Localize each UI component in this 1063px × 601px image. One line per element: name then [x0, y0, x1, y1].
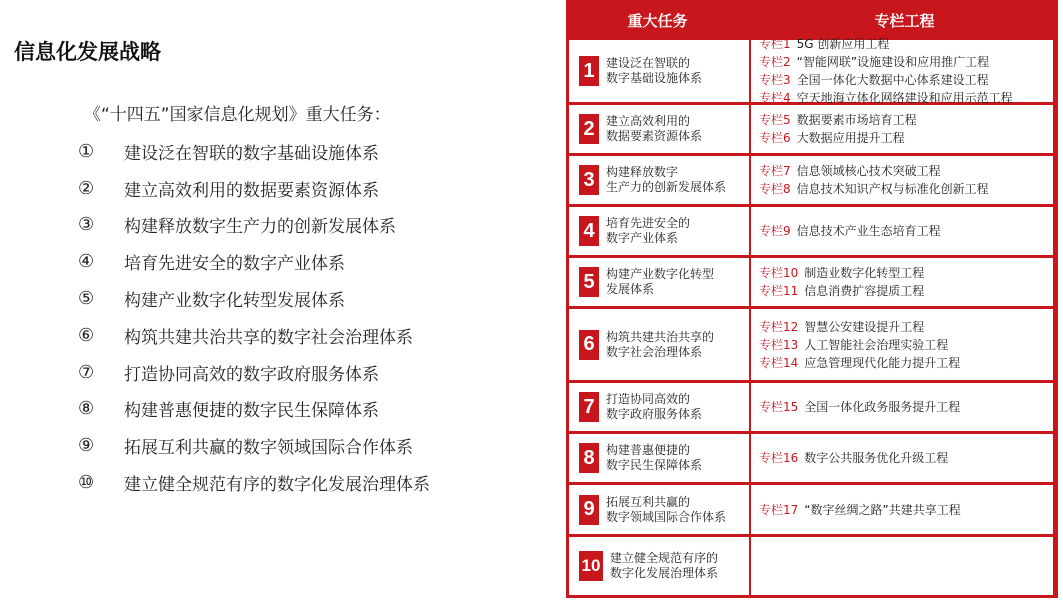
task-name: 构筑共建共治共享的 数字社会治理体系 — [606, 329, 715, 359]
list-item-text: 建立健全规范有序的数字化发展治理体系 — [124, 475, 430, 496]
list-item-text: 构建产业数字化转型发展体系 — [124, 291, 345, 312]
list-item — [78, 133, 430, 170]
project-line — [759, 282, 1053, 300]
task-cell — [569, 40, 749, 102]
projects-cell — [751, 258, 1053, 306]
projects-cell — [751, 207, 1053, 255]
project-tag: 专栏17 — [759, 502, 799, 517]
project-name: 信息领域核心技术突破工程 — [796, 164, 941, 178]
project-name: 信息消费扩容提质工程 — [804, 284, 925, 298]
project-tag: 专栏13 — [759, 337, 799, 352]
project-tag: 专栏2 — [759, 55, 791, 69]
list-item-text: 建设泛在智联的数字基础设施体系 — [124, 143, 379, 164]
header-special-projects: 专栏工程 — [874, 11, 935, 30]
project-line — [759, 180, 1053, 198]
project-tag: 专栏8 — [759, 182, 791, 196]
project-line — [759, 318, 1053, 336]
project-tag: 专栏3 — [759, 73, 791, 87]
task-cell — [569, 383, 749, 431]
task-cell — [569, 434, 749, 482]
task-table — [566, 0, 1058, 598]
project-tag: 专栏5 — [759, 113, 791, 127]
project-name: 信息技术知识产权与标准化创新工程 — [796, 182, 989, 196]
list-item-number: ⑥ — [78, 324, 95, 346]
task-cell — [569, 156, 749, 204]
task-number-badge: 6 — [579, 330, 599, 360]
project-line — [759, 336, 1053, 354]
list-item-number: ④ — [78, 251, 95, 273]
list-item-number: ① — [78, 140, 95, 162]
list-item-text: 建立高效利用的数据要素资源体系 — [124, 180, 379, 201]
task-name: 拓展互利共赢的 数字领域国际合作体系 — [606, 494, 727, 524]
list-item-number: ⑦ — [78, 361, 95, 383]
projects-cell — [751, 485, 1053, 534]
table-row — [569, 37, 1053, 105]
list-item — [78, 391, 430, 428]
list-item-number: ⑩ — [78, 472, 95, 494]
project-line — [759, 398, 1053, 416]
project-name: 全国一体化大数据中心体系建设工程 — [796, 73, 989, 87]
table-row — [569, 309, 1053, 380]
project-tag: 专栏9 — [759, 224, 791, 238]
table-row — [569, 105, 1053, 153]
task-number-badge: 8 — [579, 443, 599, 473]
project-name: 全国一体化政务服务提升工程 — [804, 400, 961, 414]
task-number-badge: 2 — [579, 114, 599, 144]
task-number-badge: 1 — [579, 56, 599, 86]
project-tag: 专栏4 — [759, 91, 791, 105]
task-cell — [569, 485, 749, 534]
table-row — [569, 485, 1053, 534]
task-name: 建立健全规范有序的 数字化发展治理体系 — [610, 551, 719, 580]
task-name: 构建产业数字化转型 发展体系 — [606, 267, 715, 296]
list-item-text: 培育先进安全的数字产业体系 — [124, 254, 345, 275]
project-name: “智能网联”设施建设和应用推广工程 — [796, 55, 990, 69]
task-number-badge: 5 — [579, 267, 599, 297]
project-name: 大数据应用提升工程 — [796, 131, 905, 145]
project-line — [759, 71, 1053, 89]
project-line — [759, 264, 1053, 282]
project-line — [759, 53, 1053, 71]
list-item-text: 构筑共建共治共享的数字社会治理体系 — [124, 327, 413, 348]
list-item-number: ⑨ — [78, 435, 95, 457]
task-cell — [569, 207, 749, 255]
list-item-text: 构建释放数字生产力的创新发展体系 — [124, 217, 396, 238]
task-cell — [569, 105, 749, 153]
project-line — [759, 35, 1053, 53]
list-item-text: 打造协同高效的数字政府服务体系 — [124, 364, 379, 385]
table-row — [569, 537, 1053, 595]
task-number-badge: 10 — [579, 551, 603, 581]
list-item — [78, 427, 430, 464]
list-item-number: ② — [78, 177, 95, 199]
task-list — [78, 133, 430, 501]
project-name: 信息技术产业生态培育工程 — [796, 224, 941, 238]
task-name: 培育先进安全的 数字产业体系 — [606, 216, 691, 245]
list-item-number: ⑤ — [78, 288, 95, 310]
list-item — [78, 207, 430, 244]
project-tag: 专栏1 — [759, 37, 791, 51]
list-item-text: 构建普惠便捷的数字民生保障体系 — [124, 401, 379, 422]
header-major-tasks: 重大任务 — [627, 11, 688, 30]
projects-cell — [751, 37, 1053, 105]
task-cell — [569, 258, 749, 306]
project-name: 空天地海立体化网络建设和应用示范工程 — [796, 91, 1013, 105]
task-cell — [569, 309, 749, 380]
project-name: 数字公共服务优化升级工程 — [804, 451, 949, 465]
intro-text: 《“十四五”国家信息化规划》重大任务： — [84, 105, 391, 125]
table-row — [569, 156, 1053, 204]
projects-cell — [751, 383, 1053, 431]
task-name: 建设泛在智联的 数字基础设施体系 — [606, 56, 703, 85]
project-line — [759, 222, 1053, 240]
task-number-badge: 4 — [579, 216, 599, 246]
project-tag: 专栏12 — [759, 319, 799, 334]
task-number-badge: 3 — [579, 165, 599, 195]
project-line — [759, 449, 1053, 467]
project-name: 应急管理现代化能力提升工程 — [804, 355, 961, 370]
page-title: 信息化发展战略 — [14, 40, 161, 64]
list-item — [78, 464, 430, 501]
project-tag: 专栏15 — [759, 400, 799, 414]
task-name: 打造协同高效的 数字政府服务体系 — [606, 392, 703, 421]
list-item — [78, 243, 430, 280]
project-tag: 专栏7 — [759, 164, 791, 178]
project-name: 数据要素市场培育工程 — [796, 113, 917, 127]
project-name: 人工智能社会治理实验工程 — [804, 337, 949, 352]
list-item-number: ⑧ — [78, 398, 95, 420]
projects-cell — [751, 156, 1053, 204]
task-cell — [569, 537, 749, 595]
project-tag: 专栏10 — [759, 266, 799, 280]
project-line — [759, 111, 1053, 129]
project-name: “数字丝绸之路”共建共享工程 — [804, 502, 961, 517]
project-tag: 专栏11 — [759, 284, 799, 298]
project-tag: 专栏14 — [759, 355, 799, 370]
project-line — [759, 129, 1053, 147]
project-name: 制造业数字化转型工程 — [804, 266, 925, 280]
list-item — [78, 354, 430, 391]
list-item-number: ③ — [78, 214, 95, 236]
project-line — [759, 354, 1053, 372]
task-name: 构建释放数字 生产力的创新发展体系 — [606, 165, 727, 194]
list-item — [78, 317, 430, 354]
task-name: 建立高效利用的 数据要素资源体系 — [606, 114, 703, 143]
table-row — [569, 258, 1053, 306]
project-name: 智慧公安建设提升工程 — [804, 319, 925, 334]
projects-cell — [751, 309, 1053, 380]
projects-cell — [751, 434, 1053, 482]
task-name: 构建普惠便捷的 数字民生保障体系 — [606, 443, 703, 472]
table-row — [569, 434, 1053, 482]
project-line — [759, 501, 1053, 519]
project-name: 5G 创新应用工程 — [796, 37, 890, 51]
project-tag: 专栏6 — [759, 131, 791, 145]
list-item-text: 拓展互利共赢的数字领域国际合作体系 — [124, 438, 413, 459]
task-number-badge: 7 — [579, 392, 599, 422]
task-number-badge: 9 — [579, 495, 599, 525]
projects-cell — [751, 105, 1053, 153]
list-item — [78, 170, 430, 207]
project-line — [759, 162, 1053, 180]
projects-cell — [751, 537, 1053, 595]
list-item — [78, 280, 430, 317]
table-row — [569, 383, 1053, 431]
project-tag: 专栏16 — [759, 451, 799, 465]
table-row — [569, 207, 1053, 255]
